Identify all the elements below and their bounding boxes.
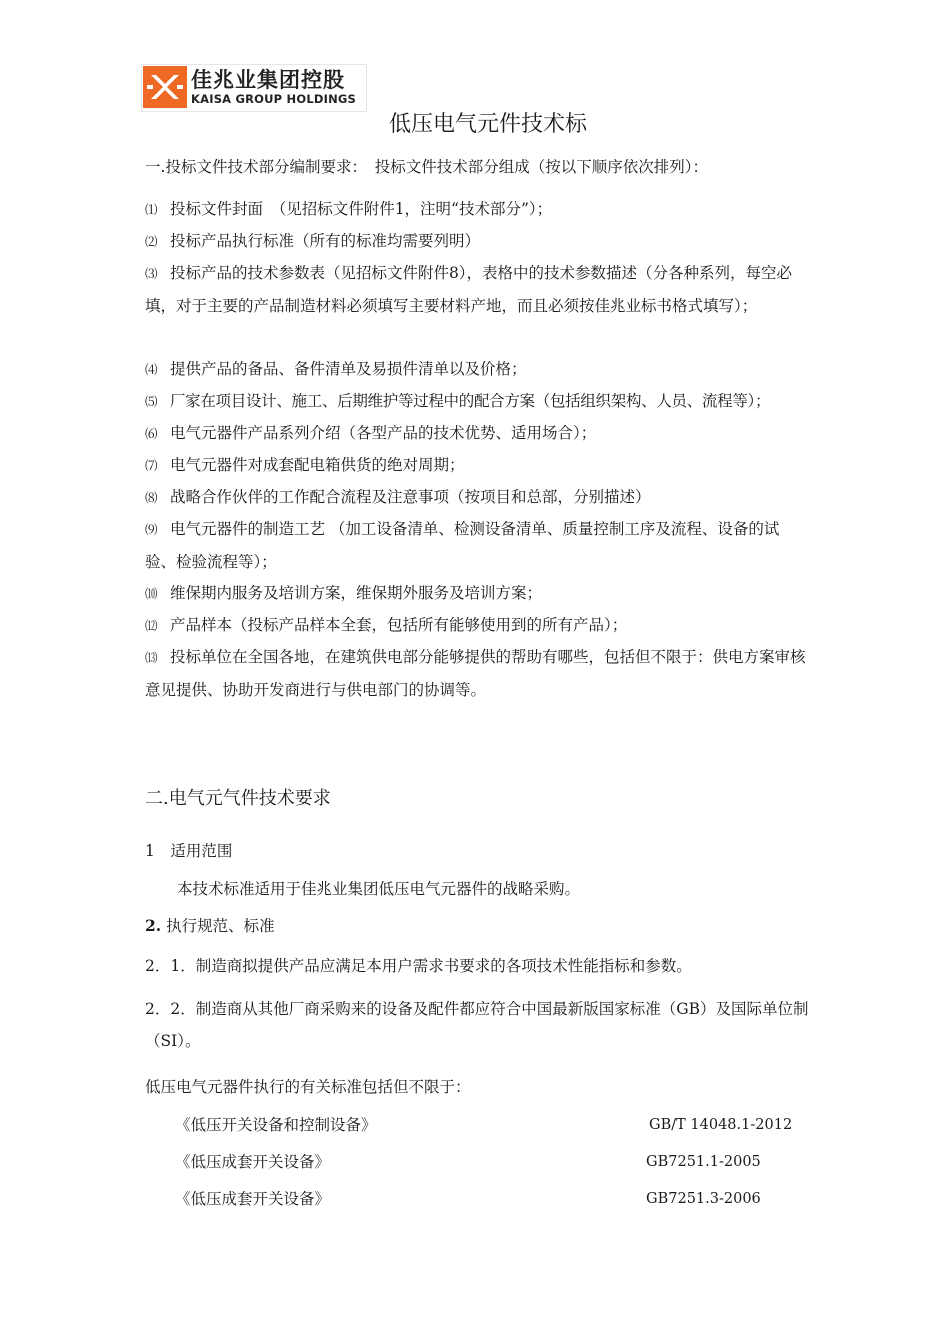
list-item-text: 电气元器件对成套配电箱供货的绝对周期； xyxy=(169,456,465,474)
list-item-text: 电气元器件产品系列介绍（各型产品的技术优势、适用场合）； xyxy=(169,424,597,442)
logo-name-cn: 佳兆业集团控股 xyxy=(191,68,345,92)
logo-name-en: KAISA GROUP HOLDINGS xyxy=(191,92,357,106)
section1-heading xyxy=(145,157,708,177)
list-item xyxy=(145,359,526,380)
standards-intro: 低压电气元器件执行的有关标准包括但不限于： xyxy=(145,1078,471,1096)
list-item-number: ⑵ xyxy=(145,234,158,249)
list-item xyxy=(145,513,810,578)
subsection-1-text: 本技术标准适用于佳兆业集团低压电气元器件的战略采购。 xyxy=(177,880,581,898)
subsection-title: 适用范围 xyxy=(170,842,233,860)
standard-code: GB7251.3-2006 xyxy=(646,1191,761,1207)
list-item xyxy=(145,257,810,322)
standard-name: 《低压开关设备和控制设备》 xyxy=(175,1116,377,1134)
list-item xyxy=(145,455,464,476)
list-item-text: 提供产品的备品、备件清单及易损件清单以及价格； xyxy=(169,360,527,378)
section1-heading-text: 投标文件技术部分编制要求： xyxy=(165,158,360,176)
list-item xyxy=(145,615,627,636)
list-item-number: ⑶ xyxy=(145,266,158,281)
list-item-number: ⑻ xyxy=(145,490,158,505)
list-item-number: ⑿ xyxy=(145,618,158,633)
list-item xyxy=(145,583,542,604)
subsection-1-heading xyxy=(145,841,232,861)
list-item-text: 战略合作伙伴的工作配合流程及注意事项（按项目和总部，分别描述） xyxy=(169,488,651,506)
list-item-number: ⑴ xyxy=(145,202,158,217)
subsection-2-heading xyxy=(145,916,275,936)
list-item-number: ⑼ xyxy=(145,522,158,537)
section2-heading: 二.电气元气件技术要求 xyxy=(145,788,331,809)
list-item-text: 投标单位在全国各地，在建筑供电部分能够提供的帮助有哪些，包括但不限于：供电方案审核意见提供、协助开发商进行与供电部门的协调等。 xyxy=(145,648,806,699)
list-item-number: ⑷ xyxy=(145,362,158,377)
standard-code: GB7251.1-2005 xyxy=(646,1154,761,1170)
list-item-text: 投标产品执行标准（所有的标准均需要列明） xyxy=(169,232,480,250)
subsection-number: 2. xyxy=(145,916,162,935)
standard-name: 《低压成套开关设备》 xyxy=(175,1153,331,1171)
list-item xyxy=(145,641,810,706)
list-item-number: ⑹ xyxy=(145,426,158,441)
list-item xyxy=(145,391,770,412)
clause-2-2: 2．2．制造商从其他厂商采购来的设备及配件都应符合中国最新版国家标准（GB）及国际单位制（SI）。 xyxy=(145,1000,809,1050)
list-item-text: 投标文件封面 （见招标文件附件1，注明“技术部分”）； xyxy=(169,200,553,218)
list-item-text: 投标产品的技术参数表（见招标文件附件8），表格中的技术参数描述（分各种系列，每空必填，对于主要的产品制造材料必须填写主要材料产地，而且必须按佳兆业标书格式填写）； xyxy=(145,264,793,315)
clause-2-1: 2．1．制造商拟提供产品应满足本用户需求书要求的各项技术性能指标和参数。 xyxy=(145,957,692,975)
company-logo xyxy=(143,66,363,108)
list-item-text: 电气元器件的制造工艺 （加工设备清单、检测设备清单、质量控制工序及流程、设备的试验、检验流程等）； xyxy=(145,520,780,571)
standard-name: 《低压成套开关设备》 xyxy=(175,1190,331,1208)
list-item xyxy=(145,231,480,252)
document-title: 低压电气元件技术标 xyxy=(388,112,587,137)
list-item-number: ⑽ xyxy=(145,586,158,601)
kaisa-logo-icon xyxy=(143,66,187,108)
subsection-title: 执行规范、标准 xyxy=(166,917,275,935)
section1-heading-tail: 投标文件技术部分组成（按以下顺序依次排列）： xyxy=(374,158,708,176)
list-item xyxy=(145,199,552,220)
list-item-text: 产品样本（投标产品样本全套，包括所有能够使用到的所有产品）； xyxy=(169,616,628,634)
list-item-number: ⑺ xyxy=(145,458,158,473)
list-item xyxy=(145,487,650,508)
list-item-text: 厂家在项目设计、施工、后期维护等过程中的配合方案（包括组织架构、人员、流程等）； xyxy=(169,392,771,410)
list-item-number: ⒀ xyxy=(145,650,158,665)
list-item xyxy=(145,423,596,444)
logo-text xyxy=(191,66,356,108)
list-item-number: ⑸ xyxy=(145,394,158,409)
subsection-number: 1 xyxy=(145,842,155,860)
standard-code: GB/T 14048.1-2012 xyxy=(649,1117,793,1133)
list-item-text: 维保期内服务及培训方案，维保期外服务及培训方案； xyxy=(169,584,542,602)
section1-heading-prefix: 一. xyxy=(145,158,166,176)
